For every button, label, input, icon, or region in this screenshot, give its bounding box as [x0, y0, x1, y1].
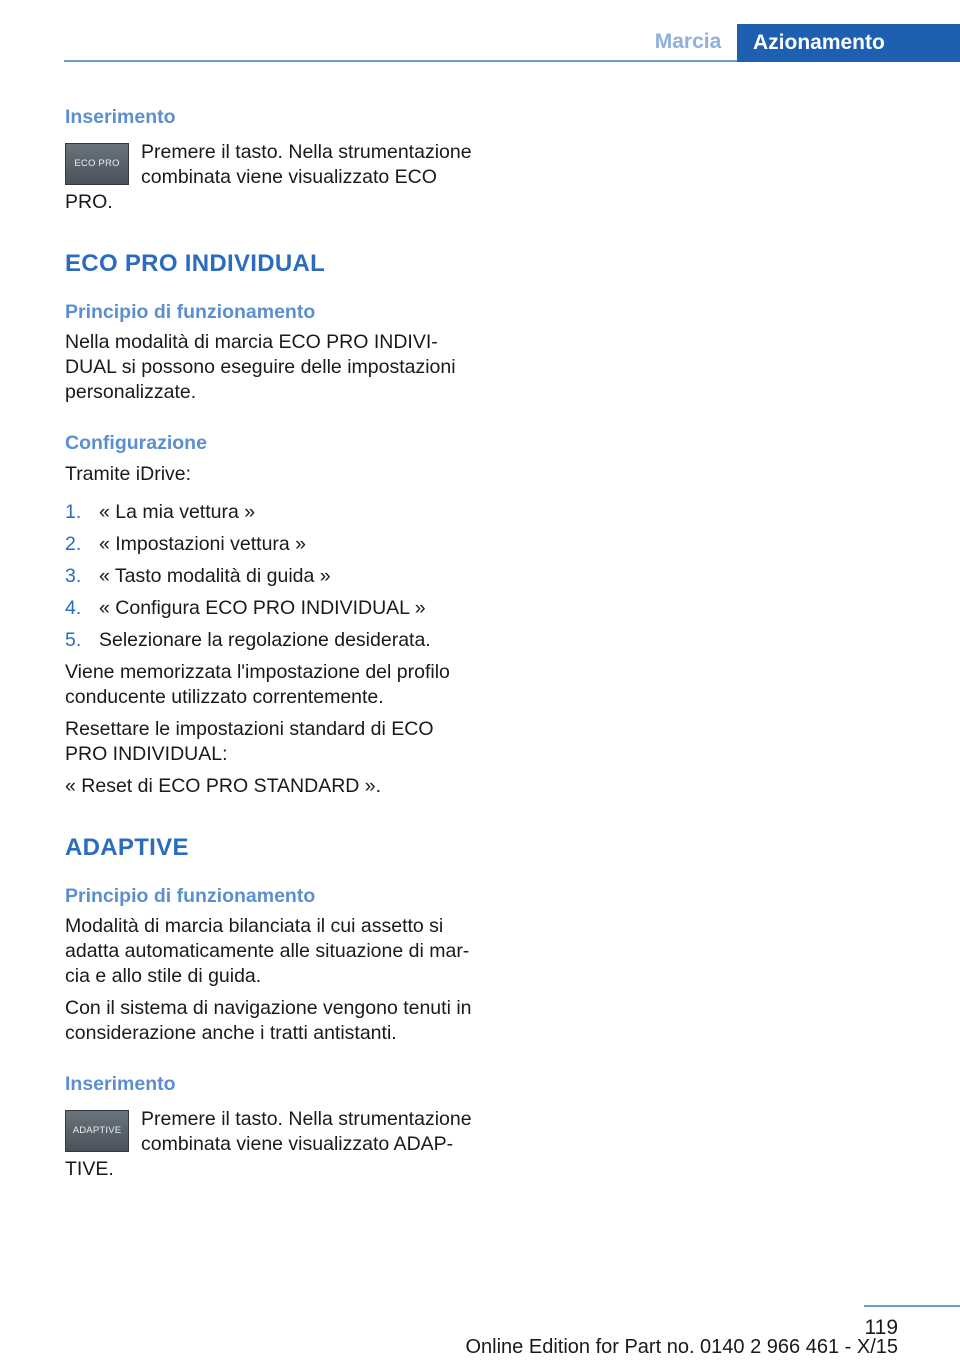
title-eco-pro-individual: ECO PRO INDIVIDUAL — [65, 250, 326, 277]
reset-menu-path: « Reset di ECO PRO STANDARD ». — [65, 775, 382, 797]
footer-rule — [864, 1305, 960, 1307]
section-tab-marcia: Marcia — [654, 30, 722, 53]
list-item: 3. « Tasto modalità di guida » — [65, 565, 331, 587]
adaptive-nav-text: Con il sistema di navigazione vengono tenuti in considerazione anche i tratti antistanti. — [65, 997, 472, 1044]
heading-principio-2: Principio di funzionamento — [65, 885, 316, 907]
adaptive-principle-text: Modalità di marcia bilanciata il cui assetto si adatta automaticamente alle situazione di mar-cia e allo stile di guida. — [65, 915, 470, 987]
adaptive-insert-text: Premere il tasto. Nella strumentazione combinata viene visualizzato ADAP-TIVE. — [65, 1108, 472, 1180]
heading-configurazione: Configurazione — [65, 432, 207, 454]
page-number: 119 — [864, 1316, 898, 1339]
eco-pro-individual-principle-text: Nella modalità di marcia ECO PRO INDIVI-DUAL si possono eseguire delle impostazioni personalizzate. — [65, 331, 456, 403]
config-intro: Tramite iDrive: — [65, 463, 192, 485]
reset-note: Resettare le impostazioni standard di ECO PRO INDIVIDUAL: — [65, 718, 434, 765]
eco-pro-insert-text: Premere il tasto. Nella strumentazione combinata viene visualizzato ECO PRO. — [65, 141, 472, 213]
heading-inserimento: Inserimento — [65, 106, 176, 128]
list-item: 1. « La mia vettura » — [65, 501, 256, 523]
list-item: 4. « Configura ECO PRO INDIVIDUAL » — [65, 597, 426, 619]
adaptive-key-block — [65, 1107, 479, 1182]
eco-pro-button-icon: ECO PRO — [65, 143, 129, 185]
config-steps-list — [65, 500, 479, 653]
list-item: 5. Selezionare la regolazione desiderata. — [65, 629, 431, 651]
title-adaptive: ADAPTIVE — [65, 834, 189, 861]
list-item: 2. « Impostazioni vettura » — [65, 533, 307, 555]
eco-pro-key-block — [65, 140, 479, 215]
adaptive-button-icon: ADAPTIVE — [65, 1110, 129, 1152]
profile-note: Viene memorizzata l'impostazione del profilo conducente utilizzato correntemente. — [65, 661, 450, 708]
edition-footer: Online Edition for Part no. 0140 2 966 461 - X/15 — [465, 1336, 898, 1358]
page-content — [65, 104, 479, 1182]
heading-principio-1: Principio di funzionamento — [65, 301, 316, 323]
chapter-tab-azionamento: Azionamento — [737, 24, 960, 62]
heading-inserimento-2: Inserimento — [65, 1073, 176, 1095]
